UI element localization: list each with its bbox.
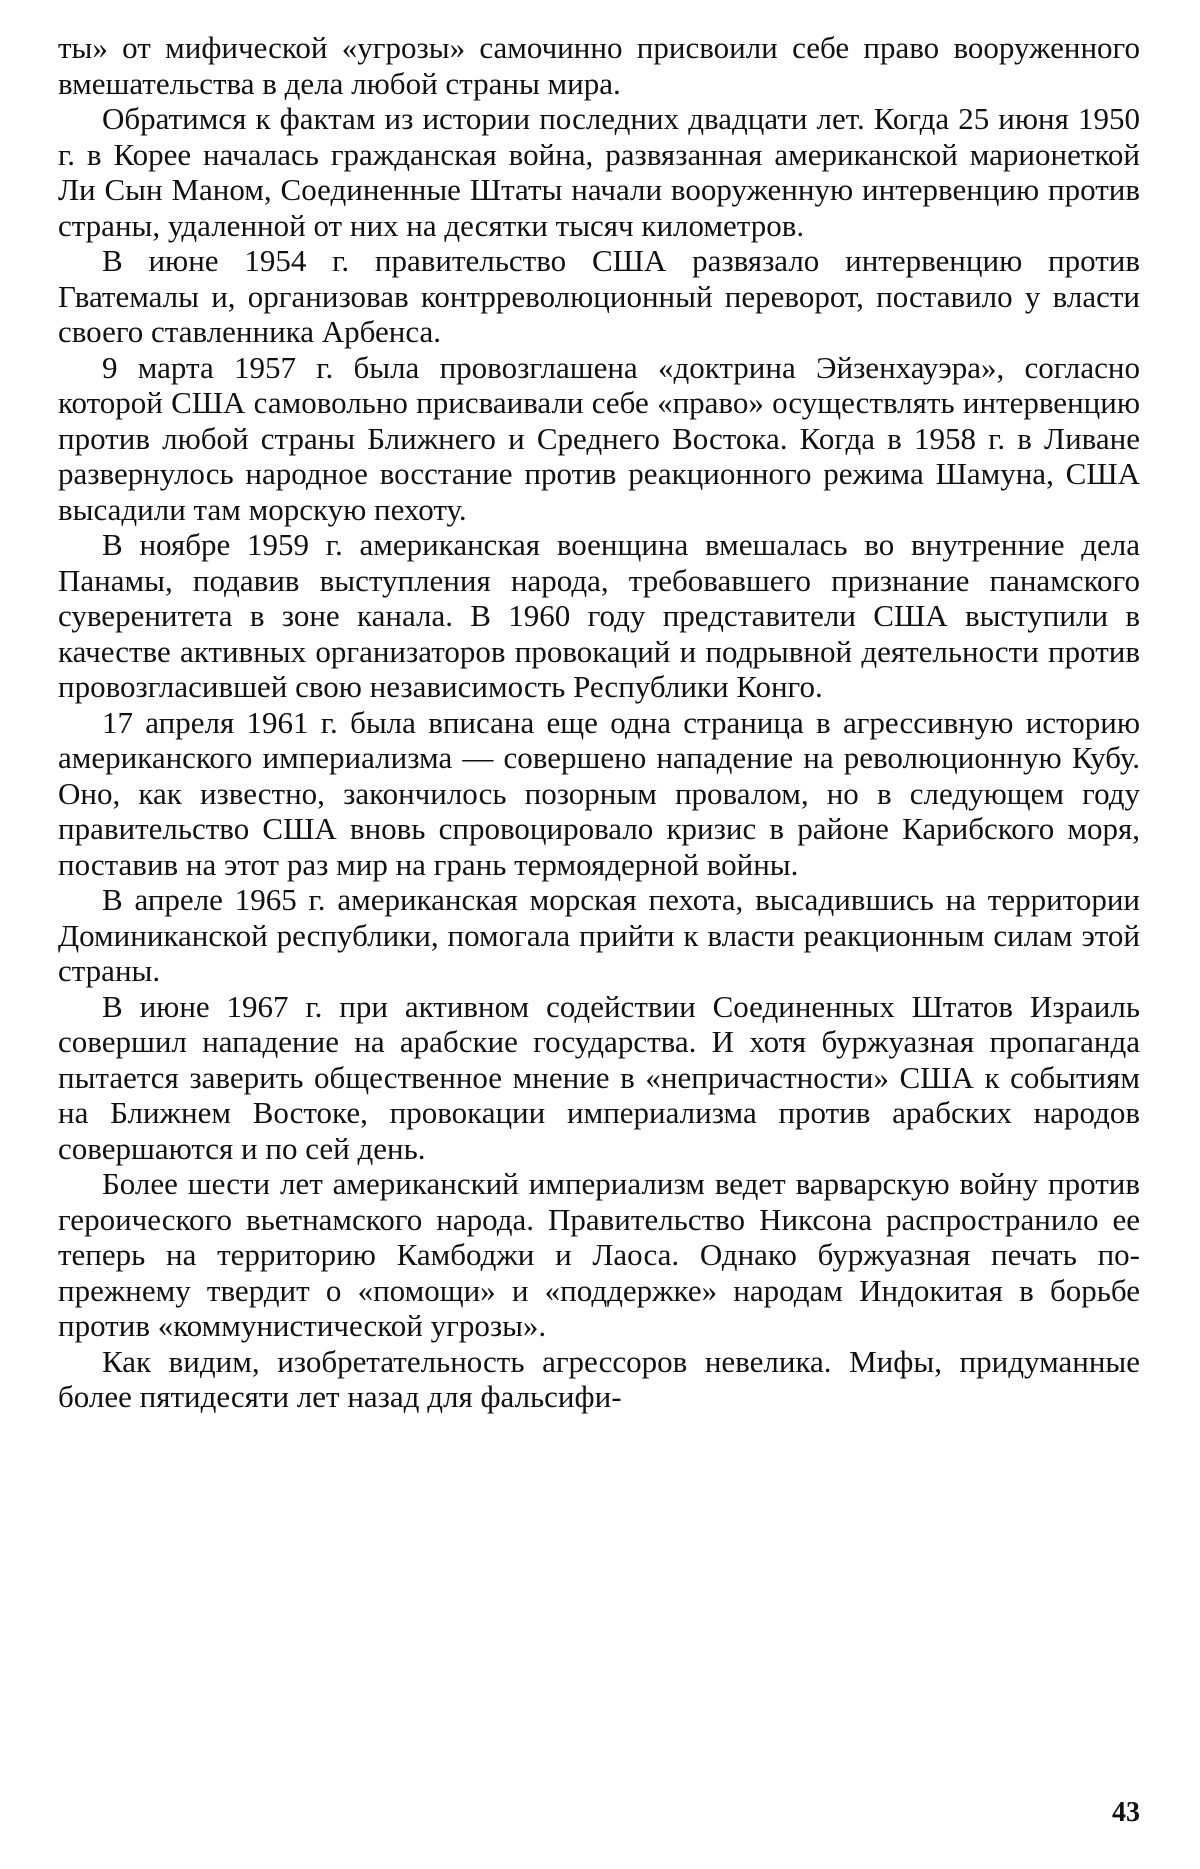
paragraph-panama-congo: В ноябре 1959 г. американская военщина вмешалась во внутренние дела Панамы, подавив выступления народа, требовавшего признание панамского суверенитета в зоне канала. В 1960 году представители США выступили в качестве активных организаторов провокаций и подрывной деятельности против провозгласившей свою независимость Республики Конго. xyxy=(58,527,1140,704)
page-body xyxy=(58,30,1140,1415)
paragraph-vietnam: Более шести лет американский империализм ведет варварскую войну против героического вьетнамского народа. Правительство Никсона распространило ее теперь на территорию Камбоджи и Лаоса. Однако буржуазная печать по-прежнему твердит о «помощи» и «поддержке» народам Индокитая в борьбе против «коммунистической угрозы». xyxy=(58,1166,1140,1343)
paragraph-dominican-republic: В апреле 1965 г. американская морская пехота, высадившись на территории Доминиканской республики, помогала прийти к власти реакционным силам этой страны. xyxy=(58,882,1140,988)
paragraph-korea: Обратимся к фактам из истории последних двадцати лет. Когда 25 июня 1950 г. в Корее началась гражданская война, развязанная американской марионеткой Ли Сын Маном, Соединенные Штаты начали вооруженную интервенцию против страны, удаленной от них на десятки тысяч километров. xyxy=(58,101,1140,243)
paragraph-eisenhower-doctrine: 9 марта 1957 г. была провозглашена «доктрина Эйзенхауэра», согласно которой США самовольно присваивали себе «право» осуществлять интервенцию против любой страны Ближнего и Среднего Востока. Когда в 1958 г. в Ливане развернулось народное восстание против реакционного режима Шамуна, США высадили там морскую пехоту. xyxy=(58,349,1140,527)
paragraph-cuba: 17 апреля 1961 г. была вписана еще одна страница в агрессивную историю американского империализма — совершено нападение на революционную Кубу. Оно, как известно, закончилось позорным провалом, но в следующем году правительство США вновь спровоцировало кризис в районе Карибского моря, поставив на этот раз мир на грань термоядерной войны. xyxy=(58,704,1140,882)
paragraph-conclusion: Как видим, изобретательность агрессоров невелика. Мифы, придуманные более пятидесяти лет назад для фальсифи- xyxy=(58,1343,1140,1414)
paragraph-continuation: ты» от мифической «угрозы» самочинно присвоили себе право вооруженного вмешательства в дела любой страны мира. xyxy=(58,30,1140,101)
paragraph-guatemala: В июне 1954 г. правительство США развязало интервенцию против Гватемалы и, организовав контрреволюционный переворот, поставило у власти своего ставленника Арбенса. xyxy=(58,243,1140,349)
paragraph-middle-east: В июне 1967 г. при активном содействии Соединенных Штатов Израиль совершил нападение на арабские государства. И хотя буржуазная пропаганда пытается заверить общественное мнение в «непричастности» США к событиям на Ближнем Востоке, провокации империализма против арабских народов совершаются и по сей день. xyxy=(58,988,1140,1166)
page-number: 43 xyxy=(1112,1797,1140,1828)
